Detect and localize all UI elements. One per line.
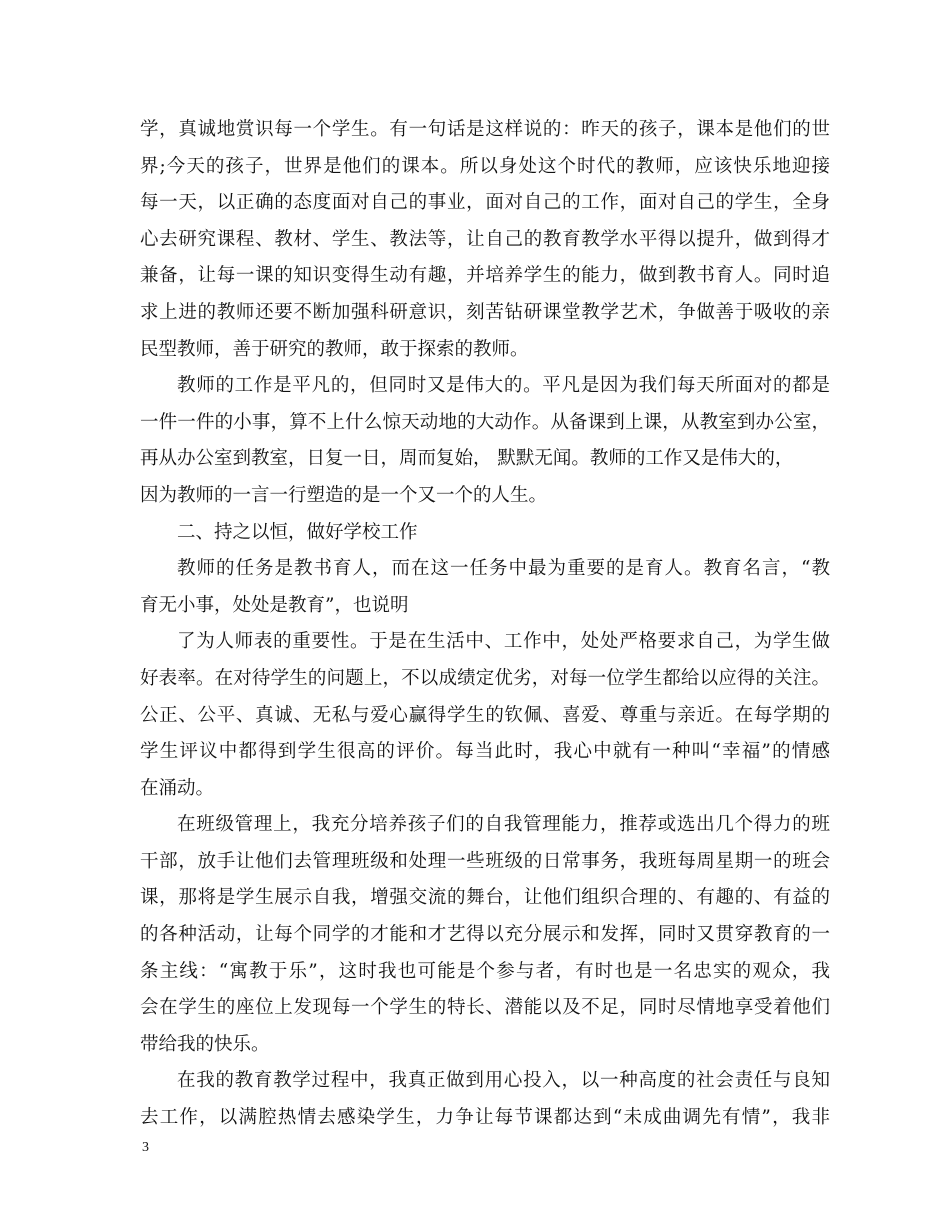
text-line: 界;今天的孩子，世界是他们的课本。所以身处这个时代的教师，应该快乐地迎接 — [140, 155, 830, 177]
text-line: 学生评议中都得到学生很高的评价。每当此时，我心中就有一种叫“幸福”的情感 — [140, 741, 830, 763]
text-line: 干部，放手让他们去管理班级和处理一些班级的日常事务，我班每周星期一的班会 — [140, 850, 830, 872]
page-number: 3 — [142, 1140, 149, 1155]
text-line: 学，真诚地赏识每一个学生。有一句话是这样说的：昨天的孩子，课本是他们的世 — [140, 119, 830, 140]
text-line: 了为人师表的重要性。于是在生活中、工作中，处处严格要求自己，为学生做 — [177, 631, 830, 653]
text-line: 一件一件的小事，算不上什么惊天动地的大动作。从备课到上课，从教室到办公室， — [140, 411, 830, 433]
text-line: 去工作，以满腔热情去感染学生，力争让每节课都达到“未成曲调先有情”，我非 — [140, 1107, 830, 1129]
text-line: 再从办公室到教室，日复一日，周而复始， 默默无闻。教师的工作又是伟大的， — [140, 448, 794, 470]
text-line: 课，那将是学生展示自我，增强交流的舞台，让他们组织合理的、有趣的、有益的 — [140, 887, 830, 909]
text-line: 在班级管理上，我充分培养孩子们的自我管理能力，推荐或选出几个得力的班 — [177, 814, 830, 836]
text-line: 在涌动。 — [140, 777, 215, 799]
text-line: 心去研究课程、教材、学生、教法等，让自己的教育教学水平得以提升，做到得才 — [140, 228, 830, 250]
text-line: 因为教师的一言一行塑造的是一个又一个的人生。 — [140, 484, 548, 506]
text-line: 每一天，以正确的态度面对自己的事业，面对自己的工作，面对自己的学生，全身 — [140, 192, 830, 214]
text-line: 求上进的教师还要不断加强科研意识，刻苦钻研课堂教学艺术，争做善于吸收的亲 — [140, 301, 830, 323]
text-line: 教师的任务是教书育人，而在这一任务中最为重要的是育人。教育名言，“教 — [177, 558, 830, 580]
text-line: 会在学生的座位上发现每一个学生的特长、潜能以及不足，同时尽情地享受着他们 — [140, 997, 830, 1019]
text-line: 条主线：“寓教于乐”，这时我也可能是个参与者，有时也是一名忠实的观众，我 — [140, 960, 830, 982]
text-line: 好表率。在对待学生的问题上，不以成绩定优劣，对每一位学生都给以应得的关注。 — [140, 667, 830, 689]
text-line: 公正、公平、真诚、无私与爱心赢得学生的钦佩、喜爱、尊重与亲近。在每学期的 — [140, 704, 830, 726]
body-text — [140, 112, 830, 1137]
text-line: 带给我的快乐。 — [140, 1033, 270, 1055]
text-line: 兼备，让每一课的知识变得生动有趣，并培养学生的能力，做到教书育人。同时追 — [140, 265, 830, 287]
section-heading: 二、持之以恒，做好学校工作 — [177, 521, 418, 543]
text-line: 在我的教育教学过程中，我真正做到用心投入，以一种高度的社会责任与良知 — [177, 1070, 830, 1092]
text-line: 教师的工作是平凡的，但同时又是伟大的。平凡是因为我们每天所面对的都是 — [177, 375, 830, 397]
text-line: 民型教师，善于研究的教师，敢于探索的教师。 — [140, 338, 529, 360]
text-line: 育无小事，处处是教育”，也说明 — [140, 594, 409, 616]
text-line: 的各种活动，让每个同学的才能和才艺得以充分展示和发挥，同时又贯穿教育的一 — [140, 924, 830, 946]
